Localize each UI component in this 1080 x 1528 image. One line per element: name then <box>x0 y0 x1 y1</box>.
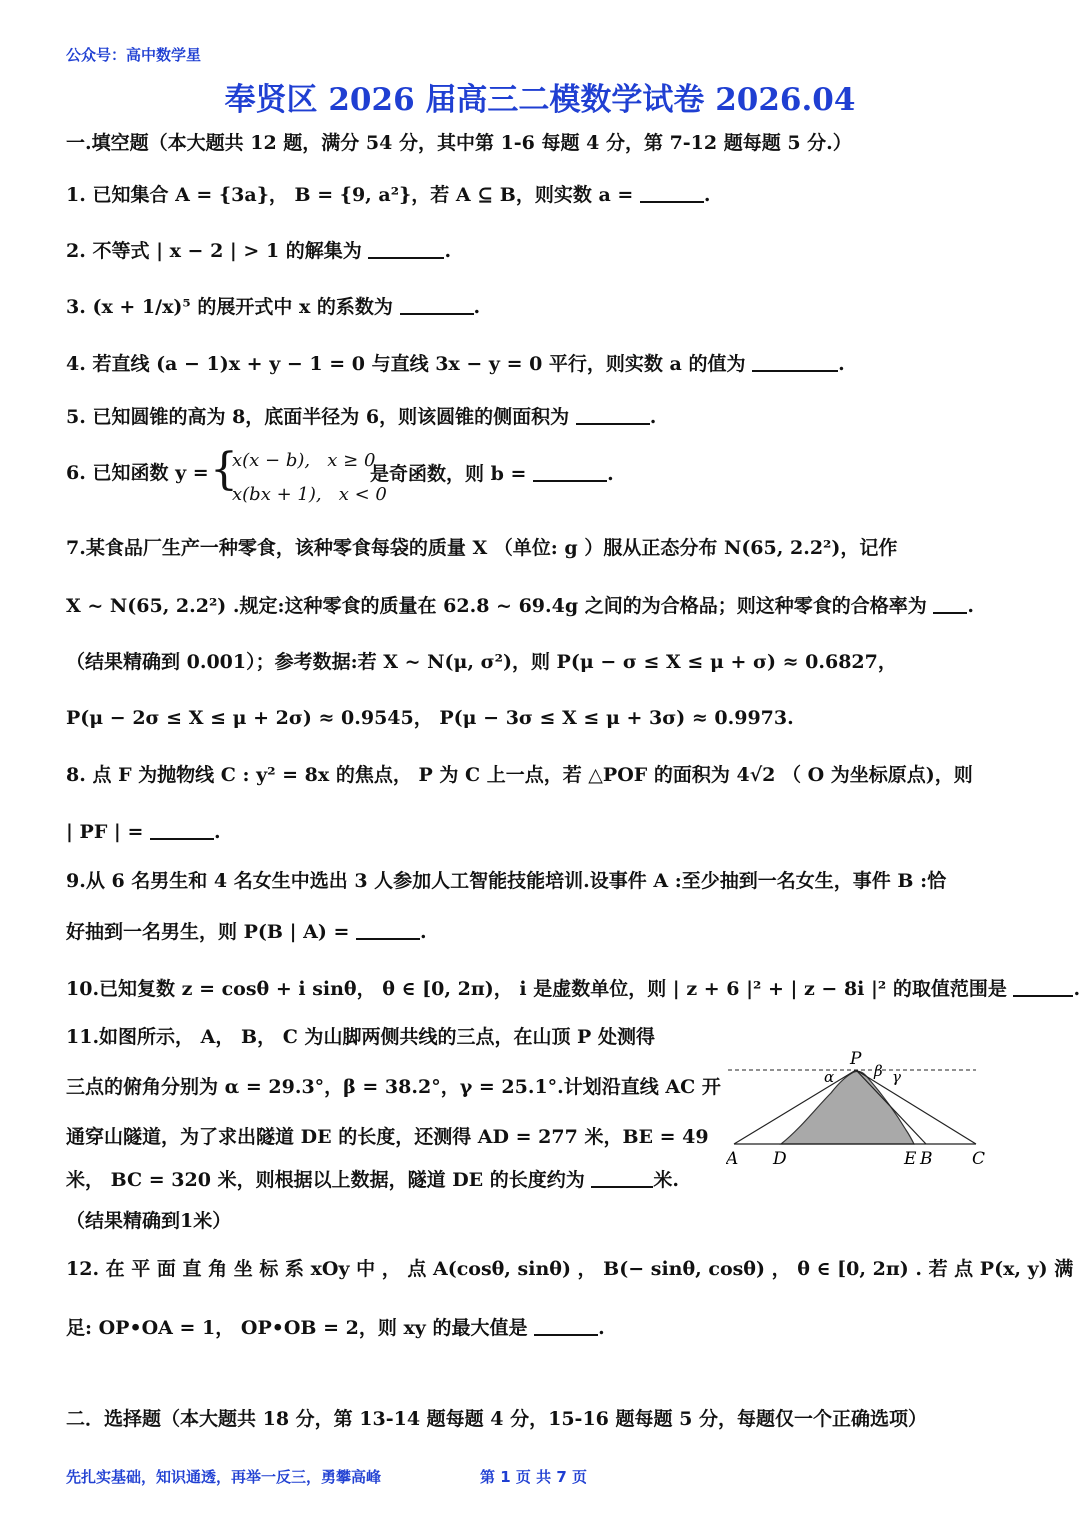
section-1-heading: 一.填空题（本大题共 12 题，满分 54 分，其中第 1-6 每题 4 分，第 7-12 题每题 5 分.） <box>66 132 852 154</box>
question-11-line-4-unit: 米. <box>653 1169 680 1191</box>
question-7-line-2-text: X ~ N(65, 2.2²) .规定:这种零食的质量在 62.8 ~ 69.4g 之间的为合格品；则这种零食的合格率为 <box>66 595 927 617</box>
label-e: E <box>904 1149 917 1169</box>
question-3-text: 3. (x + 1/x)⁵ 的展开式中 x 的系数为 <box>66 296 393 318</box>
question-9-line-2-text: 好抽到一名男生，则 P(B | A) = <box>66 921 350 943</box>
question-7-line-1: 7.某食品厂生产一种零食，该种零食每袋的质量 X （单位: g ）服从正态分布 N(65, 2.2²)，记作 <box>66 537 898 559</box>
answer-blank <box>150 820 214 840</box>
question-12-line-2-text: 足: OP•OA = 1， OP•OB = 2，则 xy 的最大值是 <box>66 1317 528 1339</box>
label-d: D <box>773 1149 787 1169</box>
question-11-line-4 <box>66 1168 700 1193</box>
section-2-heading: 二．选择题（本大题共 18 分，第 13-14 题每题 4 分，15-16 题每题 5 分，每题仅一个正确选项） <box>66 1408 927 1430</box>
label-beta: β <box>874 1062 883 1080</box>
question-10: 10.已知复数 z = cosθ + i sinθ， θ ∈ [0, 2π)， i 是虚数单位，则 | z + 6 |² + | z − 8i |² 的取值范围是 . <box>66 978 1080 1000</box>
question-11-line-4-text: 米， BC = 320 米，则根据以上数据，隧道 DE 的长度约为 <box>66 1169 585 1191</box>
question-12-line-2: 足: OP•OA = 1， OP•OB = 2，则 xy 的最大值是 . <box>66 1317 605 1339</box>
mountain-tunnel-figure <box>726 1048 1016 1173</box>
question-5-text: 5. 已知圆锥的高为 8，底面半径为 6，则该圆锥的侧面积为 <box>66 406 570 428</box>
question-7-line-3: （结果精确到 0.001）；参考数据:若 X ~ N(μ, σ²)，则 P(μ − σ ≤ X ≤ μ + σ) ≈ 0.6827， <box>66 651 897 673</box>
question-4: 4. 若直线 (a − 1)x + y − 1 = 0 与直线 3x − y = 0 平行，则实数 a 的值为 . <box>66 353 845 375</box>
answer-blank <box>356 920 420 940</box>
question-6-suffix: 是奇函数，则 b = <box>370 463 527 485</box>
question-2: 2. 不等式 | x − 2 | > 1 的解集为 . <box>66 240 452 262</box>
answer-blank <box>576 405 650 425</box>
answer-blank <box>640 183 704 203</box>
question-6-prefix: 6. 已知函数 y = <box>66 462 209 484</box>
footer-page-number: 第 1 页 共 7 页 <box>480 1468 587 1486</box>
answer-blank <box>591 1168 653 1188</box>
question-2-text: 2. 不等式 | x − 2 | > 1 的解集为 <box>66 240 362 262</box>
question-11-line-1: 11.如图所示， A， B， C 为山脚两侧共线的三点，在山顶 P 处测得 <box>66 1026 655 1048</box>
question-9-line-2: 好抽到一名男生，则 P(B | A) = . <box>66 921 427 943</box>
question-1-text: 1. 已知集合 A = {3a}， B = {9, a²}，若 A ⊆ B，则实数 a = <box>66 184 634 206</box>
answer-blank <box>400 295 474 315</box>
label-a: A <box>726 1149 739 1169</box>
answer-blank <box>933 594 967 614</box>
question-10-text: 10.已知复数 z = cosθ + i sinθ， θ ∈ [0, 2π)， i 是虚数单位，则 | z + 6 |² + | z − 8i |² 的取值范围是 <box>66 978 1007 1000</box>
question-3: 3. (x + 1/x)⁵ 的展开式中 x 的系数为 . <box>66 296 481 318</box>
answer-blank <box>1013 977 1073 997</box>
label-alpha: α <box>824 1068 835 1086</box>
question-8-line-2: | PF | = . <box>66 821 221 843</box>
question-11-line-5: （结果精确到1米） <box>66 1210 232 1232</box>
answer-blank <box>533 462 607 482</box>
piecewise-brace: { <box>210 444 238 495</box>
question-1: 1. 已知集合 A = {3a}， B = {9, a²}，若 A ⊆ B，则实数 a = . <box>66 184 711 206</box>
answer-blank <box>368 239 444 259</box>
label-gamma: γ <box>892 1068 901 1086</box>
answer-blank <box>534 1316 598 1336</box>
question-8-line-1: 8. 点 F 为抛物线 C : y² = 8x 的焦点， P 为 C 上一点，若 △POF 的面积为 4√2 （ O 为坐标原点)，则 <box>66 764 973 786</box>
label-p: P <box>850 1049 862 1069</box>
question-9-line-1: 9.从 6 名男生和 4 名女生中选出 3 人参加人工智能技能培训.设事件 A :至少抽到一名女生，事件 B :恰 <box>66 870 947 892</box>
question-7-line-4: P(μ − 2σ ≤ X ≤ μ + 2σ) ≈ 0.9545， P(μ − 3σ ≤ X ≤ μ + 3σ) ≈ 0.9973. <box>66 707 794 729</box>
question-6-tail: 是奇函数，则 b = . <box>370 463 614 485</box>
question-5: 5. 已知圆锥的高为 8，底面半径为 6，则该圆锥的侧面积为 . <box>66 406 657 428</box>
piecewise-case-1: x(x − b), x ≥ 0 <box>232 450 376 471</box>
question-11-line-3: 通穿山隧道，为了求出隧道 DE 的长度，还测得 AD = 277 米，BE = 49 <box>66 1126 709 1148</box>
piecewise-case-2: x(bx + 1), x < 0 <box>232 484 387 505</box>
question-7-line-2: X ~ N(65, 2.2²) .规定:这种零食的质量在 62.8 ~ 69.4g 之间的为合格品；则这种零食的合格率为 . <box>66 595 974 617</box>
question-8-line-2-text: | PF | = <box>66 821 144 843</box>
question-11-line-2: 三点的俯角分别为 α = 29.3°，β = 38.2°，γ = 25.1°.计划沿直线 AC 开 <box>66 1076 721 1098</box>
label-b: B <box>920 1149 933 1169</box>
question-12-line-1: 12. 在 平 面 直 角 坐 标 系 xOy 中 ， 点 A(cosθ, sinθ) ， B(− sinθ, cosθ) ， θ ∈ [0, 2π) . 若 点 P(x, y) 满 <box>66 1258 1074 1280</box>
answer-blank <box>752 352 838 372</box>
header-account: 公众号：高中数学星 <box>66 46 202 64</box>
question-4-text: 4. 若直线 (a − 1)x + y − 1 = 0 与直线 3x − y = 0 平行，则实数 a 的值为 <box>66 353 746 375</box>
label-c: C <box>972 1149 986 1169</box>
footer-slogan: 先扎实基础，知识通透，再举一反三，勇攀高峰 <box>66 1468 382 1486</box>
page-title: 奉贤区 2026 届高三二模数学试卷 2026.04 <box>224 82 856 118</box>
